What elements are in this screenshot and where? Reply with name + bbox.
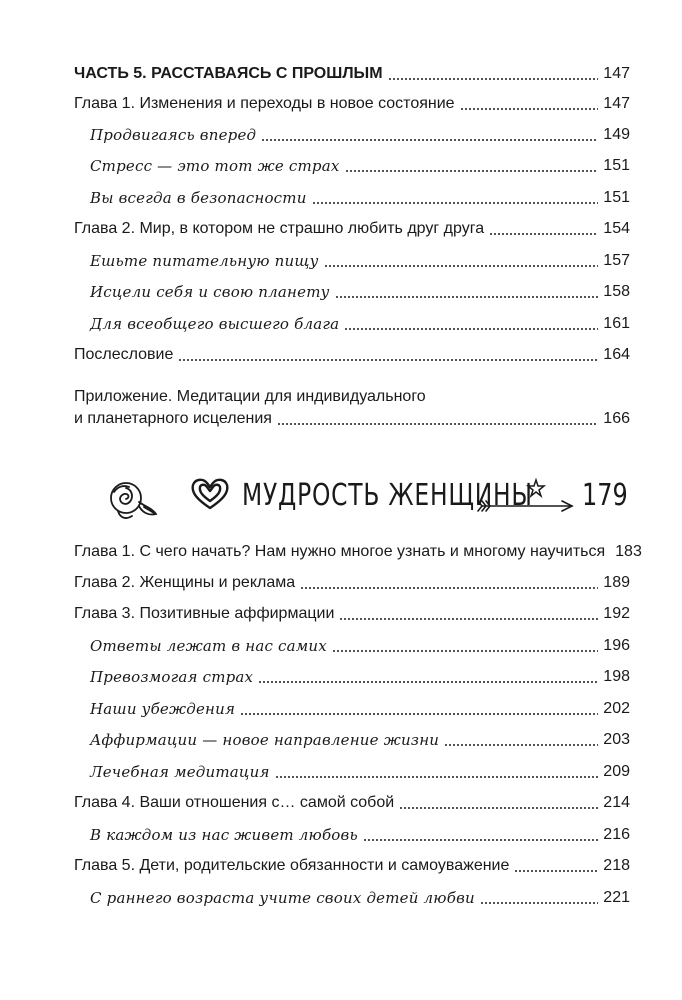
toc-subentry[interactable] [74,250,630,272]
toc-subentry[interactable] [74,281,630,303]
dot-leader [258,681,598,683]
toc-subentry[interactable] [74,729,630,751]
toc-entry-title: Лечебная медитация [90,763,270,781]
toc-subentry[interactable] [74,666,630,688]
toc-part-header[interactable] [74,63,630,85]
toc-entry-page: 203 [603,731,630,748]
dot-leader [344,328,598,330]
toc-entry-title: Для всеобщего высшего блага [90,315,340,333]
dot-leader [261,139,598,141]
toc-chapter[interactable] [74,218,630,240]
dot-leader [489,233,598,235]
toc-entry-page: 192 [603,605,630,622]
toc-subentry[interactable] [74,124,630,146]
heart-icon [188,474,232,514]
section-heading[interactable] [104,470,634,530]
toc-entry-page: 221 [603,889,630,906]
toc-entry-title: Глава 2. Женщины и реклама [74,574,296,591]
toc-entry-title: Глава 1. Изменения и переходы в новое состояние [74,95,455,112]
toc-entry-title: Исцели себя и свою планету [90,283,330,301]
dot-leader [240,713,598,715]
toc-chapter[interactable] [74,572,630,594]
toc-entry-title: Глава 1. С чего начать? Нам нужно многое узнать и многому научиться [74,543,606,560]
toc-entry-page: 209 [603,763,630,780]
toc-entry-title: Наши убеждения [90,700,236,718]
toc-entry-title: Аффирмации — новое направление жизни [90,731,440,749]
toc-chapter[interactable] [74,603,630,625]
toc-entry-page: 147 [603,65,630,82]
toc-entry-page: 166 [603,410,630,427]
dot-leader [480,902,598,904]
toc-chapter[interactable] [74,344,630,366]
toc-entry-title: Ответы лежат в нас самих [90,637,327,655]
section-title: МУДРОСТЬ ЖЕНЩИНЫ [242,478,533,513]
toc-chapter[interactable] [74,792,630,814]
toc-entry-title: Продвигаясь вперед [90,126,257,144]
dot-leader [444,744,598,746]
toc-entry-title: Стресс — это тот же страх [90,157,340,175]
dot-leader [363,839,598,841]
toc-chapter[interactable] [74,541,642,563]
star-icon [528,480,544,496]
toc-entry-page: 161 [603,315,630,332]
toc-appendix-line1: Приложение. Медитации для индивидуального [74,388,426,405]
toc-part5 [74,63,630,85]
dot-leader [178,359,598,361]
toc-subentry[interactable] [74,824,630,846]
dot-leader [335,296,599,298]
toc-entry-title: Глава 2. Мир, в котором не страшно любить друг друга [74,220,485,237]
toc-entry-page: 196 [603,637,630,654]
dot-leader [300,587,598,589]
dot-leader [345,170,599,172]
toc-entry-page: 214 [603,794,630,811]
toc-entry-page: 151 [603,189,630,206]
dot-leader [388,78,599,80]
dot-leader [312,202,599,204]
toc-entry-title: Глава 4. Ваши отношения с… самой собой [74,794,395,811]
toc-subentry[interactable] [74,698,630,720]
rose-icon [104,476,164,526]
toc-subentry[interactable] [74,887,630,909]
toc-appendix[interactable] [74,386,630,430]
toc-entry-page: 147 [603,95,630,112]
toc-subentry[interactable] [74,761,630,783]
dot-leader [332,650,598,652]
toc-entry-title: Глава 5. Дети, родительские обязанности и самоуважение [74,857,510,874]
toc-entry-title: Послесловие [74,346,174,363]
toc-entry-page: 189 [603,574,630,591]
dot-leader [399,807,598,809]
toc-entry-page: 164 [603,346,630,363]
toc-entry-title: С раннего возраста учите своих детей любви [90,889,475,907]
toc-entry-page: 149 [603,126,630,143]
dot-leader [324,265,599,267]
toc-entry-title: Глава 3. Позитивные аффирмации [74,605,335,622]
toc-entry-page: 154 [603,220,630,237]
toc-entry-page: 198 [603,668,630,685]
toc-entry-page: 151 [603,157,630,174]
toc-entry-title: В каждом из нас живет любовь [90,826,358,844]
toc-entry-page: 157 [603,252,630,269]
toc-chapter[interactable] [74,855,630,877]
dot-leader [514,870,598,872]
toc-subentry[interactable] [74,635,630,657]
dot-leader [275,776,599,778]
toc-appendix-line2: и планетарного исцеления [74,410,272,427]
toc-entry-page: 216 [603,826,630,843]
toc-subentry[interactable] [74,155,630,177]
dot-leader [277,423,598,425]
toc-entry-page: 202 [603,700,630,717]
toc-entry-title: Ешьте питательную пищу [90,252,319,270]
toc-entry-title: Превозмогая страх [90,668,254,686]
dot-leader [339,618,598,620]
toc-entry-page: 183 [615,543,642,560]
arrow-icon [476,476,576,516]
toc-entry-page: 158 [603,283,630,300]
toc-chapter[interactable] [74,93,630,115]
toc-subentry[interactable] [74,187,630,209]
dot-leader [460,108,599,110]
toc-subentry[interactable] [74,313,630,335]
toc-entry-title: ЧАСТЬ 5. РАССТАВАЯСЬ С ПРОШЛЫМ [74,65,383,82]
toc-entry-title: Вы всегда в безопасности [90,189,307,207]
section-page: 179 [582,478,628,513]
toc-entry-page: 218 [603,857,630,874]
